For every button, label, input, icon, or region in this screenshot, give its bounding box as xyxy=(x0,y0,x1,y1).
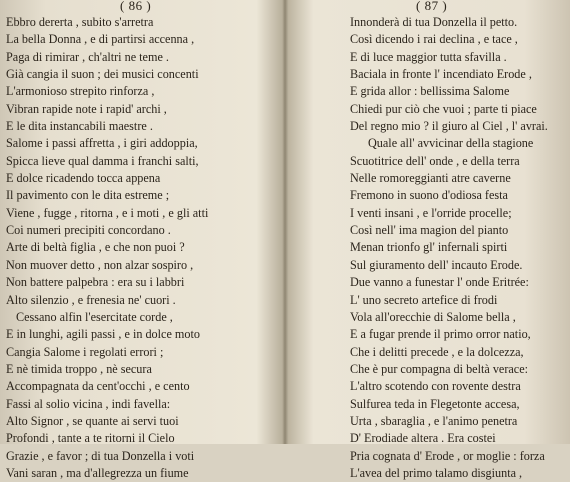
verse-line: Che è pur compagna di beltà verace: xyxy=(350,361,528,376)
verse-line: Viene , fugge , ritorna , e i moti , e gli atti xyxy=(6,205,209,220)
verse-line: E grida allor : bellissima Salome xyxy=(350,84,510,99)
verse-line: Fremono in suono d'odiosa festa xyxy=(350,188,508,203)
verse-line: Del regno mio ? il giuro al Ciel , l' avrai. xyxy=(350,119,548,134)
verse-line: Menan trionfo gl' infernali spirti xyxy=(350,240,508,255)
verse-line: Urta , sbaraglia , e l'animo penetra xyxy=(350,413,518,428)
verse-line: Vola all'orecchie di Salome bella , xyxy=(350,309,516,324)
verse-line: Salome i passi affretta , i giri addoppia, xyxy=(6,136,198,151)
verse-line: La bella Donna , e di partirsi accenna , xyxy=(6,32,195,47)
verse-line: E in lunghi, agili passi , e in dolce moto xyxy=(6,327,200,342)
verse-line: I venti insani , e l'orride procelle; xyxy=(350,205,512,220)
verse-line: L'altro scotendo con rovente destra xyxy=(350,379,521,394)
verse-line: Non muover detto , non alzar sospiro , xyxy=(6,257,194,272)
verse-line: Baciala in fronte l' incendiato Erode , xyxy=(350,67,532,82)
verse-line: Alto Signor , se quante ai servi tuoi xyxy=(6,413,179,428)
verse-line: Sul giuramento dell' incauto Erode. xyxy=(350,257,523,272)
verse-line: Cangia Salome i regolati errori ; xyxy=(6,344,164,359)
verse-line: Paga di rimirar , ch'altri ne teme . xyxy=(6,49,169,64)
verse-line: Il pavimento con le dita estreme ; xyxy=(6,188,170,203)
right-page xyxy=(288,0,570,480)
verse-line: Accompagnata da cent'occhi , e cento xyxy=(6,379,190,394)
verse-line: Sulfurea teda in Flegetonte accesa, xyxy=(350,396,520,411)
verse-line: D' Erodiade altera . Era costei xyxy=(350,431,496,446)
verse-line: Due vanno a funestar l' onde Eritrée: xyxy=(350,275,529,290)
verse-line: Grazie , e favor ; di tua Donzella i voti xyxy=(6,448,195,463)
verse-line: E nè timida troppo , nè secura xyxy=(6,361,152,376)
verse-line: Innonderà di tua Donzella il petto. xyxy=(350,15,518,29)
verse-line: Già cangia il suon ; dei musici concenti xyxy=(6,67,199,82)
verse-line: Fassi al solio vicina , indi favella: xyxy=(6,396,171,411)
left-page xyxy=(0,0,280,480)
verse-line: Cessano alfin l'esercitate corde , xyxy=(16,309,173,324)
verse-line: Vani saran , ma d'allegrezza un fiume xyxy=(6,465,189,480)
verse-line: Chiedi pur ciò che vuoi ; parte ti piace xyxy=(350,101,537,116)
verse-line: Non battere palpebra : era su i labbri xyxy=(6,275,185,290)
verse-line: Così nell' ima magion del pianto xyxy=(350,223,509,238)
verse-line: Quale all' avvicinar della stagione xyxy=(368,136,534,151)
verse-line: L'avea del primo talamo disgiunta , xyxy=(350,465,523,480)
verse-line: E a fugar prende il primo orror natio, xyxy=(350,327,531,342)
right-page-number: ( 87 ) xyxy=(416,0,448,13)
verse-line: Alto silenzio , e frenesia ne' cuori . xyxy=(6,292,176,307)
verse-line: Così dicendo i rai declina , e tace , xyxy=(350,32,518,47)
verse-line: L'armonioso strepito rinforza , xyxy=(6,84,155,99)
verse-line: Scuotitrice dell' onde , e della terra xyxy=(350,153,520,168)
verse-line: E di luce maggior tutta sfavilla . xyxy=(350,49,507,64)
verse-line: E dolce ricadendo tocca appena xyxy=(6,171,161,186)
verse-line: Coi numeri precipiti concordano . xyxy=(6,223,171,238)
verse-line: L' uno secreto artefice di frodi xyxy=(350,292,498,307)
left-page-text xyxy=(6,14,280,482)
verse-line: E le dita instancabili maestre . xyxy=(6,119,153,134)
verse-line: Pria cognata d' Erode , or moglie : forza xyxy=(350,448,545,463)
right-page-text xyxy=(350,14,570,482)
left-page-number: ( 86 ) xyxy=(120,0,152,13)
verse-line: Arte di beltà figlia , e che non puoi ? xyxy=(6,240,185,255)
verse-line: Profondi , tante a te ritorni il Cielo xyxy=(6,431,175,446)
verse-line: Nelle romoreggianti atre caverne xyxy=(350,171,511,186)
verse-line: Spicca lieve qual damma i franchi salti, xyxy=(6,153,199,168)
verse-line: Che i delitti precede , e la dolcezza, xyxy=(350,344,524,359)
verse-line: Vibran rapide note i rapid' archi , xyxy=(6,101,167,116)
verse-line: Ebbro dererta , subito s'arretra xyxy=(6,15,154,29)
